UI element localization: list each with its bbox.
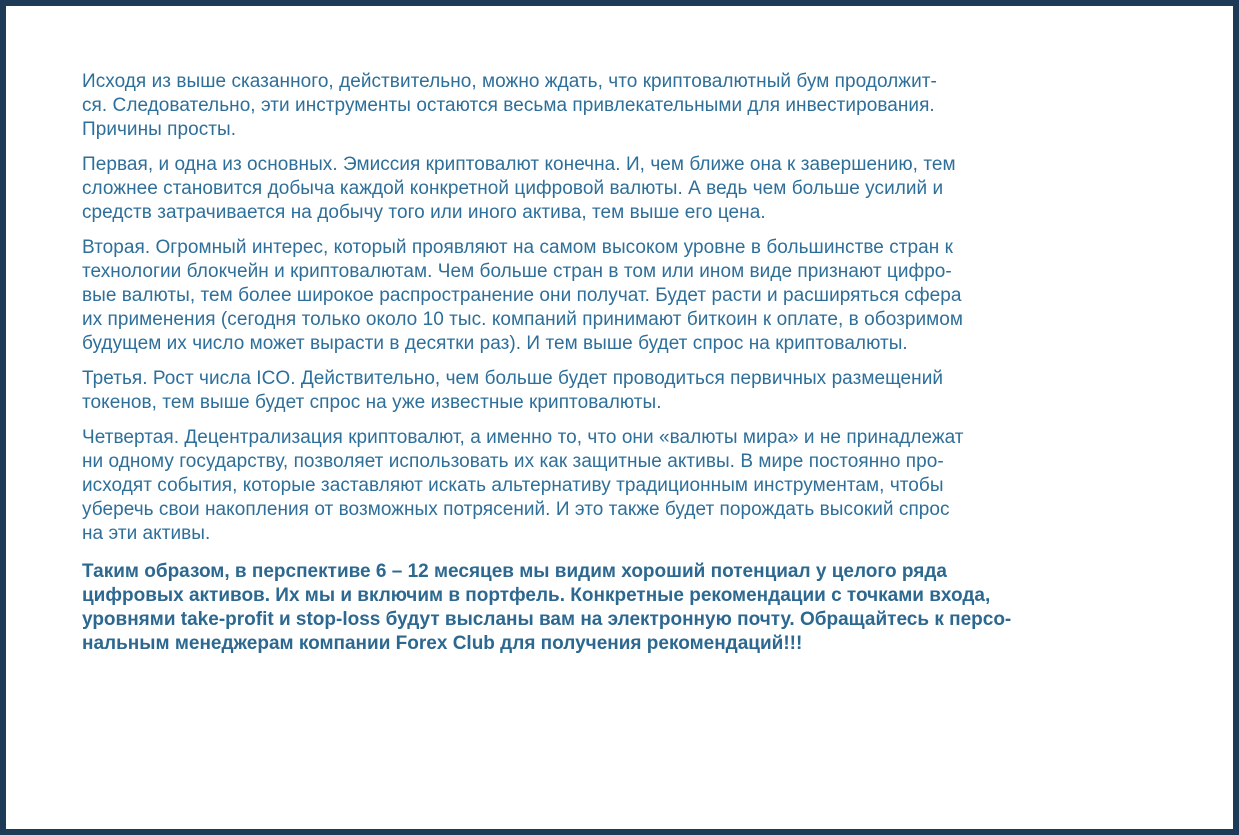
text-line: их применения (сегодня только около 10 тыс. компаний принимают биткоин к оплате, в обозримом: [82, 309, 963, 330]
text-line: Исходя из выше сказанного, действительно, можно ждать, что криптовалютный бум продолжит-: [82, 71, 937, 92]
paragraph-intro: [82, 70, 1202, 142]
text-line: вые валюты, тем более широкое распространение они получат. Будет расти и расширяться сфера: [82, 285, 962, 306]
text-line: цифровых активов. Их мы и включим в портфель. Конкретные рекомендации с точками входа,: [82, 585, 991, 606]
text-line: уровнями take-profit и stop-loss будут высланы вам на электронную почту. Обращайтесь к персо-: [82, 609, 1012, 630]
paragraph-conclusion: [82, 560, 1202, 656]
text-line: Таким образом, в перспективе 6 – 12 месяцев мы видим хороший потенциал у целого ряда: [82, 561, 947, 582]
text-line: токенов, тем выше будет спрос на уже известные криптовалюты.: [82, 392, 662, 413]
text-line: на эти активы.: [82, 523, 211, 544]
text-line: сложнее становится добыча каждой конкретной цифровой валюты. А ведь чем больше усилий и: [82, 178, 944, 199]
text-line: Первая, и одна из основных. Эмиссия криптовалют конечна. И, чем ближе она к завершению, тем: [82, 154, 956, 175]
text-line: будущем их число может вырасти в десятки раз). И тем выше будет спрос на криптовалюты.: [82, 333, 908, 354]
text-line: Причины просты.: [82, 119, 237, 140]
text-line: средств затрачивается на добычу того или иного актива, тем выше его цена.: [82, 202, 766, 223]
paragraph-fourth-reason: [82, 426, 1202, 546]
text-line: ся. Следовательно, эти инструменты остаются весьма привлекательными для инвестирования.: [82, 95, 935, 116]
text-line: Четвертая. Децентрализация криптовалют, а именно то, что они «валюты мира» и не принадлежат: [82, 427, 964, 448]
paragraph-first-reason: [82, 153, 1202, 225]
text-line: ни одному государству, позволяет использовать их как защитные активы. В мире постоянно про-: [82, 451, 944, 472]
text-line: уберечь свои накопления от возможных потрясений. И это также будет порождать высокий спрос: [82, 499, 950, 520]
document-body: [82, 70, 1202, 667]
text-line: Третья. Рост числа ICO. Действительно, чем больше будет проводиться первичных размещений: [82, 368, 944, 389]
paragraph-third-reason: [82, 367, 1202, 415]
text-line: технологии блокчейн и криптовалютам. Чем больше стран в том или ином виде признают цифро-: [82, 261, 952, 282]
text-line: Вторая. Огромный интерес, который проявляют на самом высоком уровне в большинстве стран к: [82, 237, 954, 258]
paragraph-second-reason: [82, 236, 1202, 356]
text-line: исходят события, которые заставляют искать альтернативу традиционным инструментам, чтобы: [82, 475, 944, 496]
text-line: нальным менеджерам компании Forex Club для получения рекомендаций!!!: [82, 633, 803, 654]
